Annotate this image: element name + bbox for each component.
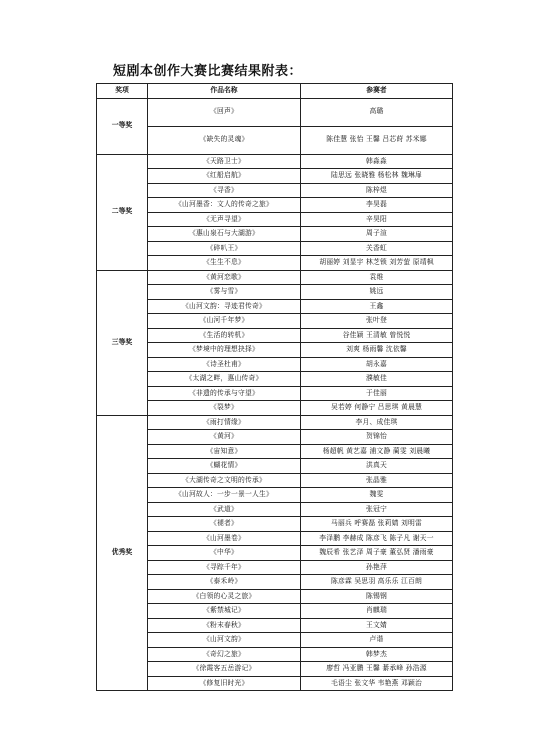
work-title-cell: 《泰禾岭》 [148, 575, 301, 590]
work-title-cell: 《白领的心灵之旅》 [148, 589, 301, 604]
work-title-cell: 《山河故人：一步一景一人生》 [148, 488, 301, 503]
work-title-cell: 《梦境中的理想抉择》 [148, 343, 301, 358]
work-title-cell: 《宙知意》 [148, 444, 301, 459]
award-cell: 二等奖 [97, 154, 148, 270]
table-row [97, 198, 453, 213]
table-row [97, 589, 453, 604]
work-title-cell: 《中华》 [148, 546, 301, 561]
table-row [97, 488, 453, 503]
work-title-cell: 《徐霞客五岳游记》 [148, 662, 301, 677]
table-row [97, 270, 453, 285]
work-title-cell: 《山河文韵：寻迹君传奇》 [148, 299, 301, 314]
participants-cell: 洪真天 [301, 459, 453, 474]
table-row [97, 372, 453, 387]
table-row [97, 154, 453, 169]
results-table [96, 83, 453, 691]
work-title-cell: 《雨打情缘》 [148, 415, 301, 430]
table-row [97, 662, 453, 677]
participants-cell: 孙艳萍 [301, 560, 453, 575]
participants-cell: 陈锡钢 [301, 589, 453, 604]
participants-cell: 马丽兵 呼赛磊 张莉婧 刘明雷 [301, 517, 453, 532]
participants-cell: 卢谐 [301, 633, 453, 648]
work-title-cell: 《奇幻之旅》 [148, 647, 301, 662]
table-row [97, 430, 453, 445]
participants-cell: 刘爽 杨雨馨 沈依馨 [301, 343, 453, 358]
work-title-cell: 《山河墨卷》 [148, 531, 301, 546]
table-row [97, 604, 453, 619]
participants-cell: 肖麒瑞 [301, 604, 453, 619]
work-title-cell: 《雾与雪》 [148, 285, 301, 300]
table-row [97, 357, 453, 372]
table-row [97, 502, 453, 517]
table-row [97, 633, 453, 648]
table-row [97, 401, 453, 416]
work-title-cell: 《黄河》 [148, 430, 301, 445]
work-title-cell: 《生生不息》 [148, 256, 301, 271]
participants-cell: 韩梦杰 [301, 647, 453, 662]
table-row [97, 169, 453, 184]
work-title-cell: 《太湖之畔，惠山传奇》 [148, 372, 301, 387]
participants-cell: 陆思远 张晓雅 杨松林 魏琳扉 [301, 169, 453, 184]
work-title-cell: 《粉末春秋》 [148, 618, 301, 633]
work-title-cell: 《诗圣杜甫》 [148, 357, 301, 372]
participants-cell: 李月、成佳琪 [301, 415, 453, 430]
award-cell: 优秀奖 [97, 415, 148, 691]
work-title-cell: 《寻香》 [148, 183, 301, 198]
work-title-cell: 《无声寻望》 [148, 212, 301, 227]
document-title: 短剧本创作大赛比赛结果附表： [113, 64, 303, 79]
participants-cell: 胡永嘉 [301, 357, 453, 372]
participants-cell: 李泽鹏 李赫成 陈彦飞 陈子凡 谢天一 [301, 531, 453, 546]
table-row [97, 517, 453, 532]
participants-cell: 陈彦霖 吴思羽 高乐乐 江百朗 [301, 575, 453, 590]
table-row [97, 676, 453, 691]
award-cell: 一等奖 [97, 98, 148, 154]
participants-cell: 辛昊阳 [301, 212, 453, 227]
work-title-cell: 《生活的转机》 [148, 328, 301, 343]
participants-cell: 袁维 [301, 270, 453, 285]
table-row [97, 212, 453, 227]
results-table-body [97, 98, 453, 691]
participants-cell: 姚远 [301, 285, 453, 300]
work-title-cell: 《裂梦》 [148, 401, 301, 416]
participants-cell: 于佳丽 [301, 386, 453, 401]
participants-cell: 吴若婷 何静宁 吕思琪 黄晨慧 [301, 401, 453, 416]
work-title-cell: 《天路卫士》 [148, 154, 301, 169]
participants-cell: 陈佳慧 张怡 王馨 吕芯莳 苏米娜 [301, 126, 453, 154]
table-row [97, 183, 453, 198]
participants-cell: 张冠宁 [301, 502, 453, 517]
participants-cell: 濮敏佳 [301, 372, 453, 387]
work-title-cell: 《碎叭王》 [148, 241, 301, 256]
work-title-cell: 《回声》 [148, 98, 301, 126]
table-row [97, 314, 453, 329]
work-title-cell: 《惠山泉石与大湖游》 [148, 227, 301, 242]
participants-cell: 魏雯 [301, 488, 453, 503]
award-cell: 三等奖 [97, 270, 148, 415]
table-row [97, 386, 453, 401]
table-row [97, 343, 453, 358]
participants-cell: 张晶雅 [301, 473, 453, 488]
work-title-cell: 《山河墨香：文人的传奇之旅》 [148, 198, 301, 213]
table-row [97, 98, 453, 126]
participants-cell: 关香虹 [301, 241, 453, 256]
work-title-cell: 《紫禁城记》 [148, 604, 301, 619]
participants-cell: 谷佳颖 王清敏 曾悦悦 [301, 328, 453, 343]
header-participants: 参赛者 [301, 84, 453, 99]
work-title-cell: 《蝴花情》 [148, 459, 301, 474]
participants-cell: 魏辰希 张艺泽 周子豪 董弘贤 潘雨豪 [301, 546, 453, 561]
header-award: 奖项 [97, 84, 148, 99]
table-row [97, 618, 453, 633]
participants-cell: 胡丽婷 刘显宇 林芝锁 刘芳萤 原靖枫 [301, 256, 453, 271]
table-row [97, 575, 453, 590]
table-row [97, 415, 453, 430]
table-row [97, 256, 453, 271]
table-row [97, 227, 453, 242]
participants-cell: 高璐 [301, 98, 453, 126]
table-row [97, 299, 453, 314]
work-title-cell: 《山河文韵》 [148, 633, 301, 648]
work-title-cell: 《黄河恋歌》 [148, 270, 301, 285]
participants-cell: 韩淼淼 [301, 154, 453, 169]
table-row [97, 531, 453, 546]
participants-cell: 李昊磊 [301, 198, 453, 213]
table-row [97, 444, 453, 459]
table-row [97, 126, 453, 154]
work-title-cell: 《缺失的灵魂》 [148, 126, 301, 154]
table-row [97, 285, 453, 300]
table-row [97, 647, 453, 662]
participants-cell: 毛语尘 张文华 韦艳燕 邓颖治 [301, 676, 453, 691]
participants-cell: 周子渲 [301, 227, 453, 242]
table-row [97, 546, 453, 561]
table-header-row [97, 84, 453, 99]
participants-cell: 王文婧 [301, 618, 453, 633]
participants-cell: 张叶登 [301, 314, 453, 329]
table-row [97, 560, 453, 575]
work-title-cell: 《非遗的传承与守望》 [148, 386, 301, 401]
work-title-cell: 《褪者》 [148, 517, 301, 532]
participants-cell: 杨超帆 黄艺嘉 浦文静 蔺雯 刘晨曦 [301, 444, 453, 459]
participants-cell: 陈梓煜 [301, 183, 453, 198]
participants-cell: 贺锦怡 [301, 430, 453, 445]
work-title-cell: 《修复旧时光》 [148, 676, 301, 691]
participants-cell: 王鑫 [301, 299, 453, 314]
table-row [97, 459, 453, 474]
work-title-cell: 《红船启航》 [148, 169, 301, 184]
table-row [97, 328, 453, 343]
work-title-cell: 《武道》 [148, 502, 301, 517]
work-title-cell: 《大湖传奇之文明的传承》 [148, 473, 301, 488]
participants-cell: 廖哲 冯亚鹏 王馨 綦承峰 孙浩源 [301, 662, 453, 677]
table-row [97, 473, 453, 488]
work-title-cell: 《山河千年梦》 [148, 314, 301, 329]
header-work-title: 作品名称 [148, 84, 301, 99]
table-row [97, 241, 453, 256]
work-title-cell: 《寻踪千年》 [148, 560, 301, 575]
